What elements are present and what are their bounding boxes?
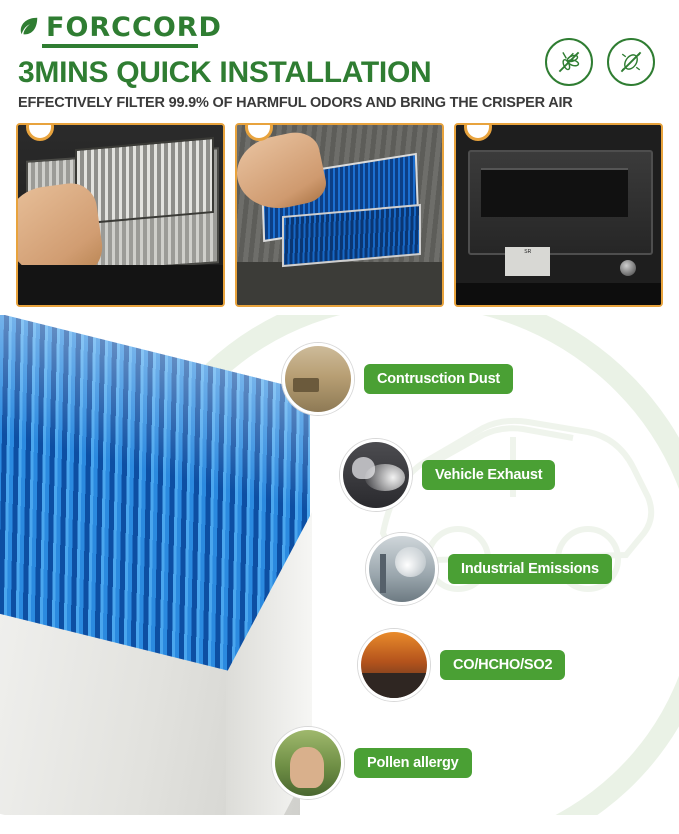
step-3-image xyxy=(456,125,661,305)
step-photo-2 xyxy=(235,123,444,307)
step-photo-3 xyxy=(454,123,663,307)
brand-underline xyxy=(42,44,198,48)
headline: 3MINS QUICK INSTALLATION xyxy=(18,56,432,89)
subheadline: EFFECTIVELY FILTER 99.9% OF HARMFUL ODORS AND BRING THE CRISPER AIR xyxy=(18,95,573,111)
housing-label: SR xyxy=(505,247,550,276)
header-badges xyxy=(545,38,655,86)
callout-pollen-allergy xyxy=(272,727,472,799)
callout-label-2: Vehicle Exhaust xyxy=(422,460,555,490)
callout-industrial-emissions xyxy=(366,533,612,605)
pollen-photo-icon xyxy=(272,727,344,799)
no-bacteria-icon xyxy=(607,38,655,86)
step-1-image xyxy=(18,125,223,305)
no-mosquito-icon xyxy=(545,38,593,86)
dust-photo-icon xyxy=(282,343,354,415)
filtration-benefits-section xyxy=(0,315,679,815)
exhaust-photo-icon xyxy=(340,439,412,511)
brand-logo xyxy=(18,14,661,41)
industry-photo-icon xyxy=(366,533,438,605)
callout-construction-dust xyxy=(282,343,513,415)
chemical-photo-icon xyxy=(358,629,430,701)
callout-label-4: CO/HCHO/SO2 xyxy=(440,650,565,680)
callout-label-3: Industrial Emissions xyxy=(448,554,612,584)
callout-label-5: Pollen allergy xyxy=(354,748,472,778)
step-2-image xyxy=(237,125,442,305)
callout-vehicle-exhaust xyxy=(340,439,555,511)
installation-steps xyxy=(0,117,679,307)
callout-chemicals xyxy=(358,629,565,701)
callout-label-1: Contrusction Dust xyxy=(364,364,513,394)
brand-name: FORCCORD xyxy=(46,12,222,43)
step-photo-1 xyxy=(16,123,225,307)
header xyxy=(0,0,679,117)
leaf-icon xyxy=(18,15,40,37)
